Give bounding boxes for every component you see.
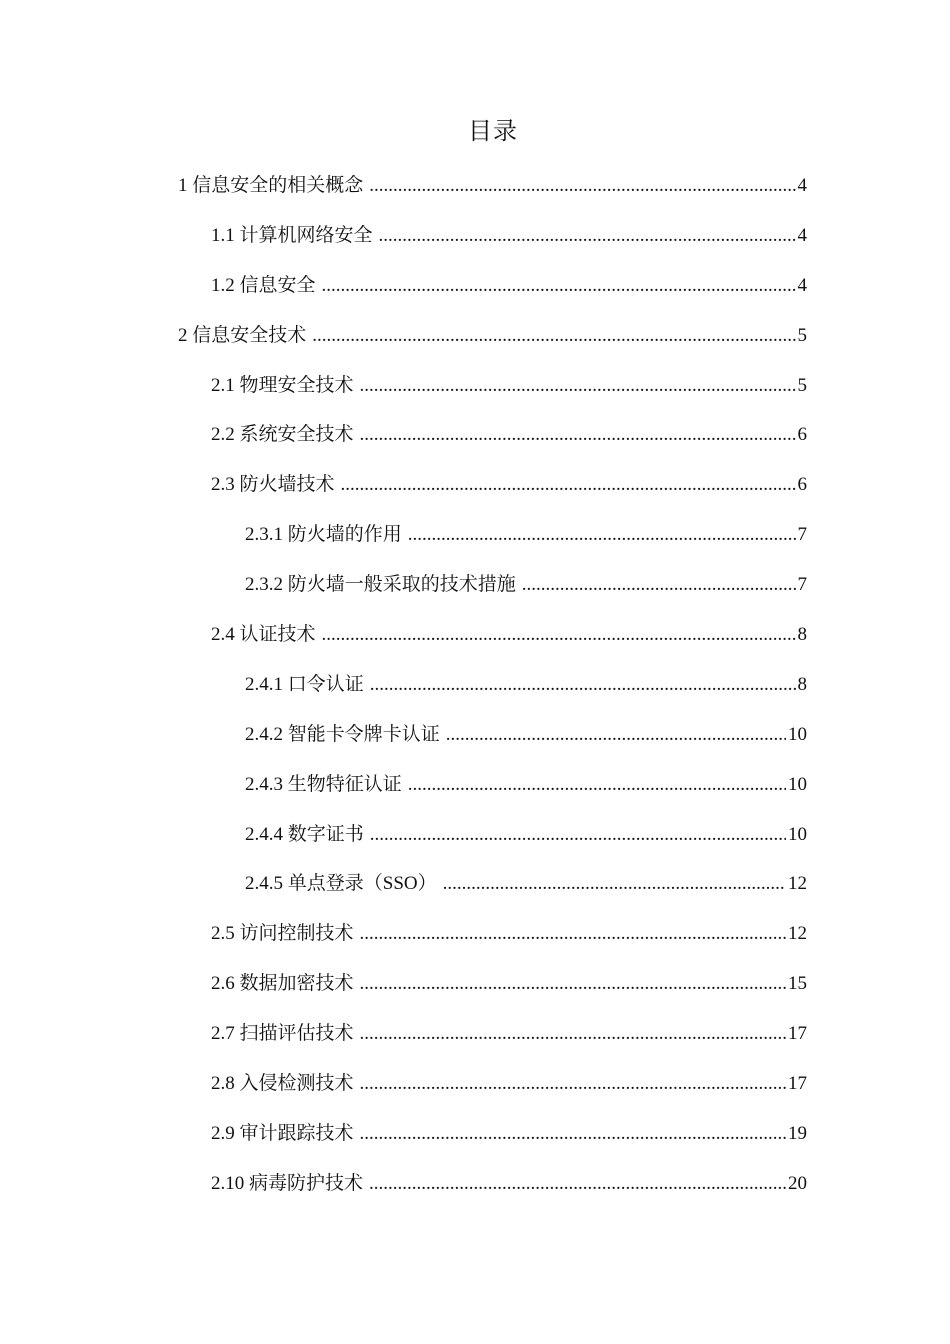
toc-entry[interactable] [0,810,950,860]
toc-entry[interactable] [0,610,950,660]
toc-page-number: 6 [797,474,807,496]
toc-entry-label: 2.4.5 单点登录（SSO） [245,873,437,895]
toc-page-number: 10 [788,723,807,745]
toc-entry[interactable] [0,311,950,361]
toc-entry[interactable] [0,211,950,261]
toc-entry[interactable] [0,1009,950,1059]
toc-page-number: 7 [797,524,807,546]
dot-leader [322,621,796,649]
dot-leader [360,372,796,400]
toc-entry[interactable] [0,410,950,460]
toc-entry-label: 2.6 数据加密技术 [211,973,354,995]
toc-page-number: 7 [797,574,807,596]
dot-leader [360,1070,786,1098]
toc-entry-label: 1.2 信息安全 [211,274,316,296]
toc-entry[interactable] [0,1109,950,1159]
dot-leader [360,1120,786,1148]
toc-list [0,161,950,1209]
toc-entry-label: 2.3.1 防火墙的作用 [245,524,402,546]
toc-entry-label: 2 信息安全技术 [178,324,307,346]
toc-page-number: 8 [797,623,807,645]
toc-entry[interactable] [0,760,950,810]
toc-entry-label: 2.4.4 数字证书 [245,823,364,845]
toc-entry[interactable] [0,859,950,909]
toc-entry-label: 2.4.1 口令认证 [245,673,364,695]
dot-leader [360,920,786,948]
toc-page-number: 5 [797,324,807,346]
toc-entry-label: 2.9 审计跟踪技术 [211,1122,354,1144]
toc-entry-label: 2.2 系统安全技术 [211,424,354,446]
dot-leader [360,970,786,998]
toc-entry[interactable] [0,161,950,211]
toc-entry-label: 1 信息安全的相关概念 [178,174,364,196]
toc-page-number: 8 [797,673,807,695]
dot-leader [360,1020,786,1048]
dot-leader [370,671,796,699]
dot-leader [370,821,786,849]
toc-entry[interactable] [0,510,950,560]
toc-page-number: 6 [797,424,807,446]
dot-leader [408,521,796,549]
toc-page-number: 10 [788,773,807,795]
toc-page-number: 10 [788,823,807,845]
toc-entry[interactable] [0,361,950,411]
toc-entry-label: 2.4 认证技术 [211,623,316,645]
toc-page-number: 17 [788,1023,807,1045]
toc-entry-label: 2.3 防火墙技术 [211,474,335,496]
toc-page-number: 19 [788,1122,807,1144]
dot-leader [522,571,796,599]
toc-page-number: 12 [788,873,807,895]
toc-entry-label: 2.8 入侵检测技术 [211,1072,354,1094]
dot-leader [446,721,786,749]
toc-entry[interactable] [0,261,950,311]
toc-page-number: 4 [797,174,807,196]
toc-entry[interactable] [0,959,950,1009]
toc-entry[interactable] [0,909,950,959]
toc-page-number: 15 [788,973,807,995]
toc-entry-label: 2.7 扫描评估技术 [211,1023,354,1045]
page-title: 目录 [468,119,518,145]
toc-entry[interactable] [0,660,950,710]
dot-leader [443,870,786,898]
toc-entry[interactable] [0,1059,950,1109]
toc-page-number: 4 [797,274,807,296]
toc-page-number: 4 [797,224,807,246]
dot-leader [369,172,795,200]
toc-entry-label: 2.5 访问控制技术 [211,923,354,945]
toc-entry[interactable] [0,460,950,510]
dot-leader [322,272,796,300]
toc-entry-label: 2.3.2 防火墙一般采取的技术措施 [245,574,516,596]
toc-entry[interactable] [0,560,950,610]
toc-entry-label: 2.10 病毒防护技术 [211,1172,364,1194]
toc-entry-label: 2.4.3 生物特征认证 [245,773,402,795]
toc-entry[interactable] [0,710,950,760]
toc-page-number: 12 [788,923,807,945]
toc-entry-label: 1.1 计算机网络安全 [211,224,373,246]
toc-entry[interactable] [0,1159,950,1209]
dot-leader [379,222,796,250]
toc-page-number: 5 [797,374,807,396]
dot-leader [408,771,786,799]
toc-entry-label: 2.4.2 智能卡令牌卡认证 [245,723,440,745]
toc-page-number: 20 [788,1172,807,1194]
dot-leader [360,421,796,449]
dot-leader [312,322,795,350]
toc-entry-label: 2.1 物理安全技术 [211,374,354,396]
dot-leader [341,471,796,499]
toc-page-number: 17 [788,1072,807,1094]
dot-leader [369,1170,786,1198]
